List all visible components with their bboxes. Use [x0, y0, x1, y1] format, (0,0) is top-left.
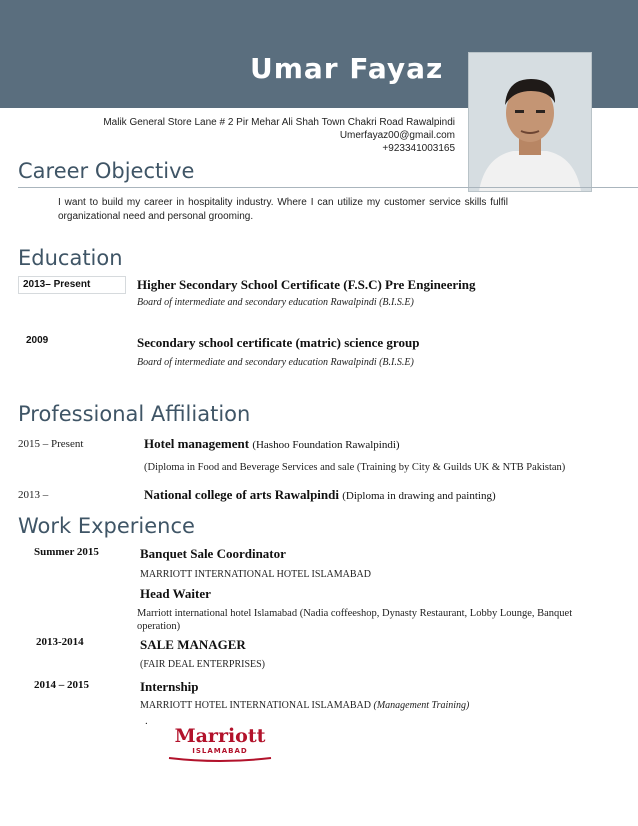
affiliation-name: Hotel management [144, 436, 250, 451]
profile-photo [468, 52, 592, 192]
stray-dot: . [145, 715, 148, 727]
work-detail-note: (Management Training) [373, 700, 470, 711]
affiliation-title [144, 436, 400, 452]
work-detail: MARRIOTT INTERNATIONAL HOTEL ISLAMABAD [140, 569, 372, 580]
candidate-name: Umar Fayaz [250, 52, 444, 85]
affiliation-name: National college of arts Rawalpindi [144, 487, 339, 502]
affiliation-detail: (Diploma in drawing and painting) [342, 490, 496, 502]
section-heading-work: Work Experience [18, 514, 195, 538]
divider [18, 187, 638, 188]
work-year: Summer 2015 [34, 546, 99, 558]
affiliation-title [144, 487, 496, 503]
work-detail: Marriott international hotel Islamabad (Nadia coffeeshop, Dynasty Restaurant, Lobby Lounge, Banquet operation) [137, 608, 573, 632]
email[interactable]: Umerfayaz00@gmail.com [339, 130, 455, 141]
work-title: Head Waiter [140, 586, 211, 601]
career-objective-text: I want to build my career in hospitality industry. Where I can utilize my customer service skills fulfil organizational need and personal grooming. [58, 197, 508, 222]
work-title: Internship [140, 679, 199, 694]
work-title: Banquet Sale Coordinator [140, 546, 286, 561]
affiliation-year: 2013 – [18, 489, 49, 501]
education-year: 2013– Present [18, 276, 126, 294]
marriott-logo [165, 720, 275, 764]
education-board: Board of intermediate and secondary education Rawalpindi (B.I.S.E) [137, 297, 414, 308]
work-year: 2014 – 2015 [34, 679, 89, 691]
education-title: Higher Secondary School Certificate (F.S.C) Pre Engineering [137, 277, 476, 292]
section-heading-affiliation: Professional Affiliation [18, 402, 251, 426]
phone: +923341003165 [382, 143, 455, 154]
education-board: Board of intermediate and secondary education Rawalpindi (B.I.S.E) [137, 357, 414, 368]
affiliation-year: 2015 – Present [18, 438, 84, 450]
education-title: Secondary school certificate (matric) science group [137, 335, 420, 350]
logo-city-text: ISLAMABAD [192, 747, 248, 755]
address-line: Malik General Store Lane # 2 Pir Mehar Ali Shah Town Chakri Road Rawalpindi [103, 117, 455, 128]
affiliation-note: (Diploma in Food and Beverage Services and sale (Training by City & Guilds UK & NTB Pakistan) [144, 462, 566, 473]
logo-brand-text: Marriott [174, 725, 266, 747]
education-year: 2009 [26, 335, 49, 346]
section-heading-education: Education [18, 246, 123, 270]
work-title: SALE MANAGER [140, 637, 246, 652]
affiliation-detail: (Hashoo Foundation Rawalpindi) [252, 439, 400, 451]
work-detail: (FAIR DEAL ENTERPRISES) [140, 659, 265, 670]
section-heading-career: Career Objective [18, 159, 195, 183]
work-detail-org: MARRIOTT HOTEL INTERNATIONAL ISLAMABAD [140, 700, 372, 711]
work-detail [140, 700, 469, 711]
work-year: 2013-2014 [36, 636, 84, 648]
